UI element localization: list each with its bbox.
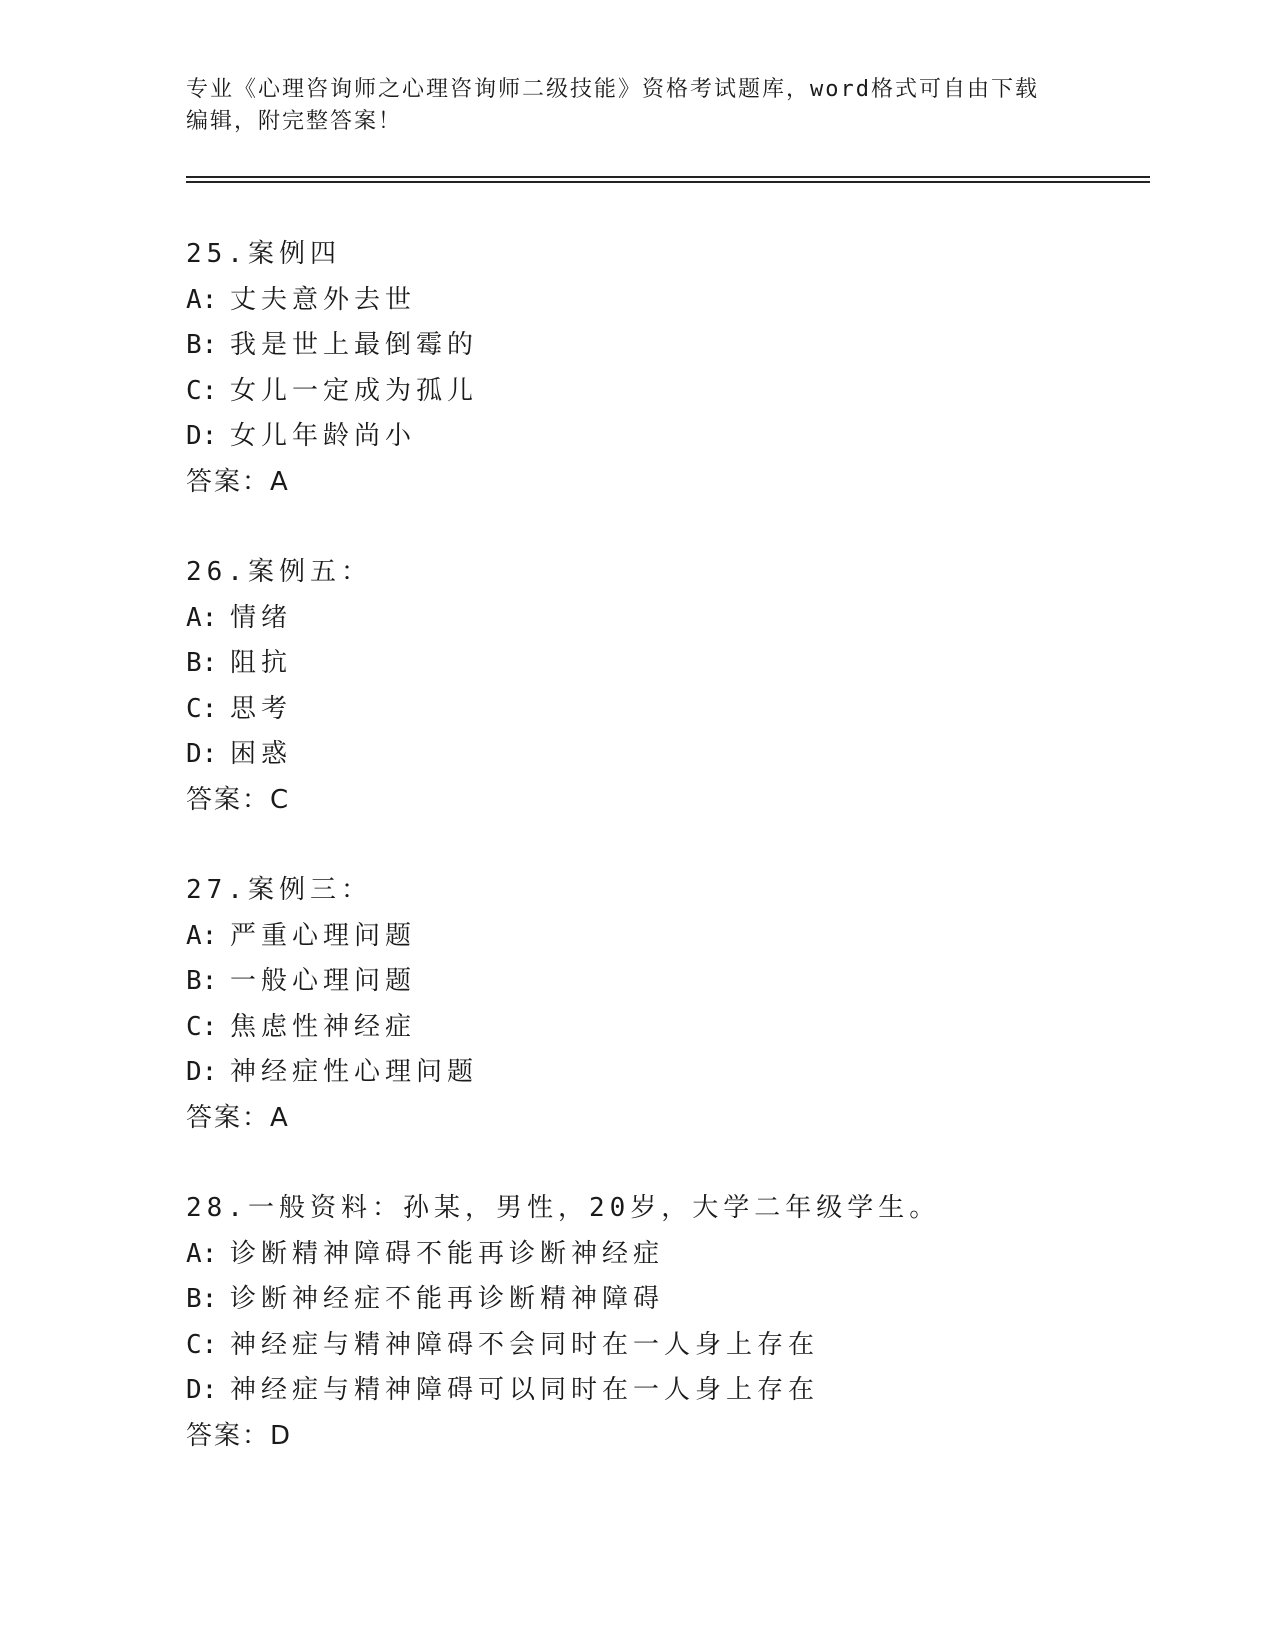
option-c	[186, 1005, 1166, 1051]
option-b	[186, 959, 1166, 1005]
answer-line: 答案：A	[186, 1102, 290, 1133]
header-line-1: 专业《心理咨询师之心理咨询师二级技能》资格考试题库，word格式可自由下载	[186, 77, 1039, 102]
option-letter: C:	[186, 1011, 218, 1042]
question-26	[186, 550, 1166, 823]
option-text: 我是世上最倒霉的	[230, 330, 479, 360]
option-text: 严重心理问题	[230, 920, 417, 951]
question-title: 28.一般资料：孙某，男性，20岁，大学二年级学生。	[186, 1193, 941, 1223]
option-d	[186, 1050, 1166, 1096]
option-b	[186, 641, 1166, 687]
question-27	[186, 868, 1166, 1141]
option-text: 诊断神经症不能再诊断精神障碍	[230, 1284, 665, 1314]
header-line-2: 编辑，附完整答案！	[186, 109, 403, 134]
option-letter: D:	[186, 421, 218, 451]
answer-line: 答案：D	[186, 1420, 293, 1451]
option-text: 情绪	[230, 602, 293, 633]
header-divider-top	[186, 176, 1150, 178]
option-letter: D:	[186, 1375, 218, 1405]
option-text: 神经症与精神障碍不会同时在一人身上存在	[230, 1329, 820, 1360]
option-letter: B:	[186, 648, 218, 678]
option-c	[186, 369, 1166, 415]
option-letter: B:	[186, 1284, 218, 1314]
option-c	[186, 687, 1166, 733]
question-title: 26.案例五：	[186, 557, 372, 587]
option-letter: C:	[186, 375, 218, 406]
option-d	[186, 414, 1166, 460]
answer-line: 答案：C	[186, 784, 291, 815]
option-letter: A:	[186, 602, 218, 633]
option-b	[186, 323, 1166, 369]
option-a	[186, 1232, 1166, 1278]
option-d	[186, 1368, 1166, 1414]
option-text: 诊断精神障碍不能再诊断神经症	[230, 1238, 665, 1269]
option-text: 女儿年龄尚小	[230, 421, 417, 451]
option-text: 神经症性心理问题	[230, 1057, 479, 1087]
option-letter: C:	[186, 693, 218, 724]
option-letter: A:	[186, 920, 218, 951]
option-text: 神经症与精神障碍可以同时在一人身上存在	[230, 1375, 820, 1405]
question-title: 25.案例四	[186, 239, 341, 269]
document-header	[186, 74, 1086, 138]
question-28	[186, 1186, 1166, 1459]
option-a	[186, 596, 1166, 642]
option-letter: A:	[186, 1238, 218, 1269]
option-d	[186, 732, 1166, 778]
option-b	[186, 1277, 1166, 1323]
option-letter: C:	[186, 1329, 218, 1360]
option-text: 一般心理问题	[230, 966, 417, 996]
option-letter: D:	[186, 739, 218, 769]
option-a	[186, 914, 1166, 960]
option-letter: B:	[186, 330, 218, 360]
option-text: 困惑	[230, 739, 293, 769]
question-25	[186, 232, 1166, 505]
option-text: 丈夫意外去世	[230, 284, 417, 315]
option-text: 女儿一定成为孤儿	[230, 375, 479, 406]
option-text: 焦虑性神经症	[230, 1011, 417, 1042]
answer-line: 答案：A	[186, 466, 290, 497]
header-divider-bottom	[186, 181, 1150, 183]
option-text: 阻抗	[230, 648, 293, 678]
option-letter: D:	[186, 1057, 218, 1087]
option-a	[186, 278, 1166, 324]
option-letter: B:	[186, 966, 218, 996]
option-text: 思考	[230, 693, 293, 724]
option-c	[186, 1323, 1166, 1369]
option-letter: A:	[186, 284, 218, 315]
question-title: 27.案例三：	[186, 875, 372, 905]
